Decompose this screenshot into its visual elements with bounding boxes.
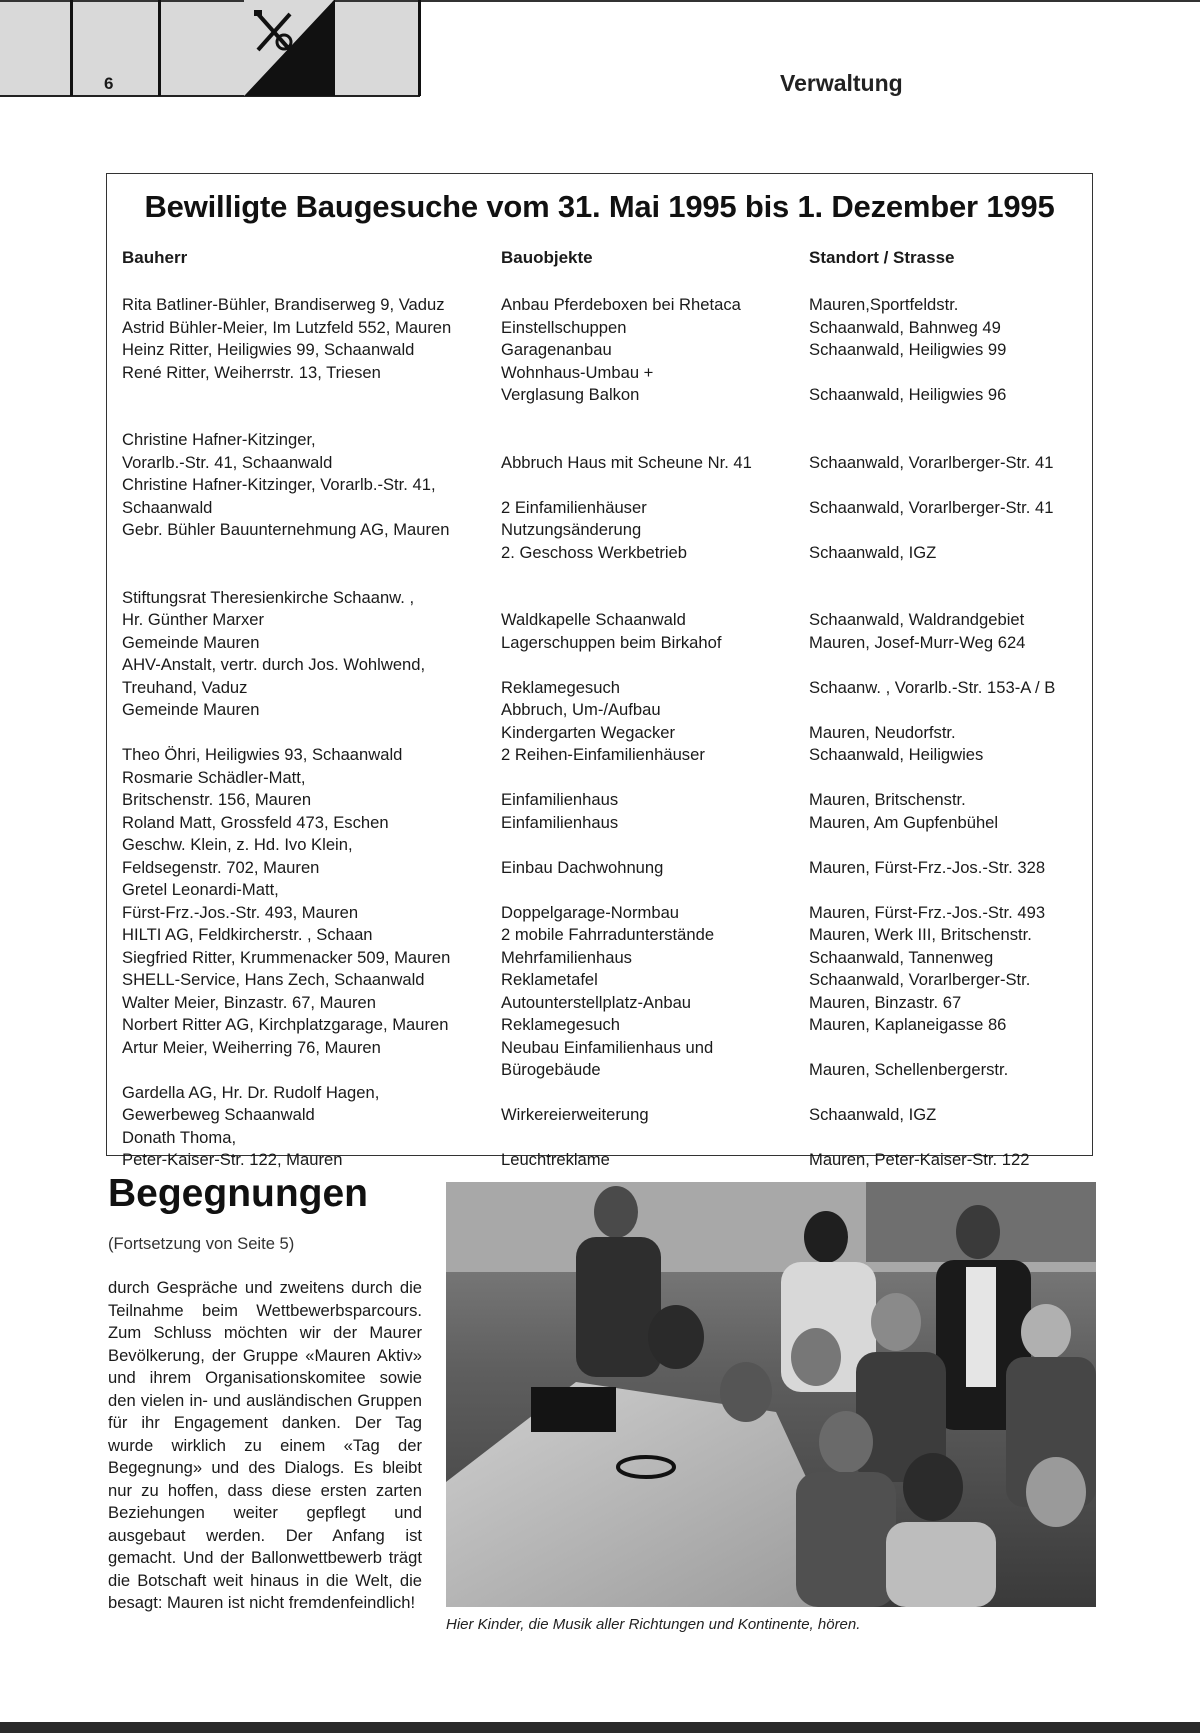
permit-bauherr: SHELL-Service, Hans Zech, Schaanwald [122,970,425,989]
permit-bauobjekt: Waldkapelle Schaanwald [501,610,686,629]
permit-bauobjekt: Neubau Einfamilienhaus und [501,1037,714,1057]
header-gray-band [0,0,420,96]
permit-row [107,992,1092,1015]
permit-standort: Mauren, Binzastr. 67 [809,992,962,1012]
permit-row [107,609,1092,632]
permit-row [107,1127,1092,1150]
permit-bauherr: Heinz Ritter, Heiligwies 99, Schaanwald [122,340,415,359]
permit-row [107,857,1092,880]
permit-row [107,947,1092,970]
permit-bauobjekt: Lagerschuppen beim Birkahof [501,632,722,652]
permit-standort: Schaanwald, Waldrandgebiet [809,610,1025,629]
permit-row [107,969,1092,992]
permit-bauobjekt: Reklamegesuch [501,677,620,697]
permit-standort: Schaanwald, IGZ [809,542,937,562]
permit-row [107,1014,1092,1037]
permit-bauobjekt: 2. Geschoss Werkbetrieb [501,542,687,562]
permit-bauherr: Donath Thoma, [122,1127,237,1147]
photo-caption: Hier Kinder, die Musik aller Richtungen und Kontinente, hören. [446,1616,861,1633]
column-header-bauobjekte: Bauobjekte [501,248,593,267]
permit-bauherr: Stiftungsrat Theresienkirche Schaanw. , [122,587,415,607]
permit-bauobjekt: Einbau Dachwohnung [501,857,664,877]
permit-bauobjekt: 2 Reihen-Einfamilienhäuser [501,745,705,764]
permit-bauherr: Rosmarie Schädler-Matt, [122,767,306,787]
permit-bauherr: Astrid Bühler-Meier, Im Lutzfeld 552, Mauren [122,317,452,337]
permit-standort: Schaanwald, Heiligwies [809,745,984,764]
article-body: durch Gespräche und zweitens durch die Teilnahme beim Wettbewerbsparcours. Zum Schluss möchten wir der Maurer Bevölkerung, der Gruppe «Mauren Aktiv» und ihrem Organisationskomitee sowie den vielen in- und ausländischen Gruppen für ihr Engagement danken. Der Tag wurde wirklich zu einem «Tag der Begegnung» und des Dialogs. Es bleibt nur zu hoffen, dass diese ersten zarten Beziehungen weiter gepflegt und ausgebaut werden. Der Anfang ist gemacht. Und der Ballonwettbewerb trägt die Botschaft weit hinaus in die Welt, die besagt: Mauren ist nicht fremdenfeindlich! [108,1278,422,1612]
permit-row [107,677,1092,700]
permit-bauherr: Treuhand, Vaduz [122,677,248,697]
permit-row [107,542,1092,565]
permit-bauherr: Gemeinde Mauren [122,632,260,652]
permit-table-title: Bewilligte Baugesuche vom 31. Mai 1995 bis 1. Dezember 1995 [144,189,1055,224]
permit-bauobjekt: Nutzungsänderung [501,520,642,539]
permit-bauherr: Geschw. Klein, z. Hd. Ivo Klein, [122,835,353,854]
permit-standort: Schaanwald, Heiligwies 96 [809,385,1007,404]
permit-bauherr: Fürst-Frz.-Jos.-Str. 493, Mauren [122,902,359,922]
permit-standort: Schaanwald, Vorarlberger-Str. 41 [809,452,1054,472]
permit-bauherr: Christine Hafner-Kitzinger, [122,430,316,449]
permit-bauherr: Schaanwald [122,497,213,517]
permit-standort: Schaanw. , Vorarlb.-Str. 153-A / B [809,677,1056,697]
permit-row [107,317,1092,340]
permit-bauherr: Gretel Leonardi-Matt, [122,880,279,899]
permit-row [107,1037,1092,1060]
permit-bauobjekt: Kindergarten Wegacker [501,722,676,742]
children-listening-photo [446,1182,1096,1607]
permit-bauobjekt: Reklamegesuch [501,1015,620,1034]
permit-row [107,1104,1092,1127]
permit-row [107,834,1092,857]
permit-standort: Schaanwald, Tannenweg [809,947,994,967]
permit-row [107,654,1092,677]
crossed-tools-emblem-icon [244,0,334,96]
permit-bauherr: Gebr. Bühler Bauunternehmung AG, Mauren [122,520,450,539]
permit-row [107,789,1092,812]
permit-standort: Schaanwald, Bahnweg 49 [809,317,1001,337]
permit-row [107,519,1092,542]
permit-row [107,1082,1092,1105]
page-header [0,0,1200,100]
permit-bauherr: Feldsegenstr. 702, Mauren [122,857,320,877]
permit-bauobjekt: Garagenanbau [501,340,612,359]
permit-bauherr: Roland Matt, Grossfeld 473, Eschen [122,812,389,832]
permit-bauobjekt: Einfamilienhaus [501,812,619,832]
permit-row [107,452,1092,475]
permit-table-box [106,173,1093,1169]
permit-standort: Mauren, Kaplaneigasse 86 [809,1015,1007,1034]
permit-standort: Mauren,Sportfeldstr. [809,295,959,314]
permit-standort: Mauren, Schellenbergerstr. [809,1060,1009,1079]
permit-standort: Schaanwald, IGZ [809,1105,937,1124]
permit-bauobjekt: 2 Einfamilienhäuser [501,497,647,517]
permit-row [107,339,1092,362]
permit-bauherr: Gardella AG, Hr. Dr. Rudolf Hagen, [122,1082,380,1102]
permit-standort: Schaanwald, Vorarlberger-Str. [809,970,1031,989]
permit-row [107,879,1092,902]
permit-standort: Mauren, Fürst-Frz.-Jos.-Str. 328 [809,857,1046,877]
bottom-border [0,1722,1200,1733]
permit-bauobjekt: Verglasung Balkon [501,385,640,404]
permit-bauobjekt: Bürogebäude [501,1060,601,1079]
permit-standort: Mauren, Neudorfstr. [809,722,956,742]
permit-bauherr: Vorarlb.-Str. 41, Schaanwald [122,452,333,472]
permit-bauobjekt: Einstellschuppen [501,317,627,337]
permit-row [107,902,1092,925]
permit-bauherr: René Ritter, Weiherrstr. 13, Triesen [122,362,381,382]
permit-bauobjekt: Wirkereierweiterung [501,1105,649,1124]
permit-bauherr: Walter Meier, Binzastr. 67, Mauren [122,992,376,1012]
permit-bauherr: Christine Hafner-Kitzinger, Vorarlb.-Str. 41, [122,475,436,494]
permit-standort: Mauren, Am Gupfenbühel [809,812,999,832]
permit-standort: Mauren, Werk III, Britschenstr. [809,925,1032,944]
permit-bauherr: Norbert Ritter AG, Kirchplatzgarage, Mauren [122,1015,449,1034]
permit-bauobjekt: Abbruch Haus mit Scheune Nr. 41 [501,452,752,472]
permit-bauobjekt: Anbau Pferdeboxen bei Rhetaca [501,295,741,314]
article-subtitle: (Fortsetzung von Seite 5) [108,1234,295,1253]
permit-bauherr: Hr. Günther Marxer [122,610,265,629]
permit-standort: Schaanwald, Heiligwies 99 [809,340,1007,359]
header-top-rule [0,0,1200,2]
permit-row [107,1059,1092,1082]
page-number: 6 [104,74,114,93]
header-bottom-rule [0,95,420,97]
permit-row [107,632,1092,655]
permit-bauherr: Britschenstr. 156, Mauren [122,790,312,809]
permit-row [107,587,1092,610]
permit-row [107,812,1092,835]
permit-row [107,744,1092,767]
column-header-standort: Standort / Strasse [809,248,955,267]
header-divider [158,0,161,96]
permit-row [107,1149,1092,1172]
permit-bauobjekt: Mehrfamilienhaus [501,947,632,967]
permit-row [107,474,1092,497]
article-title: Begegnungen [108,1172,368,1215]
permit-row [107,362,1092,385]
permit-bauherr: Theo Öhri, Heiligwies 93, Schaanwald [122,745,403,764]
permit-bauherr: Gewerbeweg Schaanwald [122,1105,315,1124]
permit-row [107,767,1092,790]
section-title: Verwaltung [780,70,903,96]
permit-bauobjekt: Doppelgarage-Normbau [501,902,680,922]
permit-bauobjekt: Abbruch, Um-/Aufbau [501,700,661,719]
header-divider [418,0,421,96]
permit-bauherr: HILTI AG, Feldkircherstr. , Schaan [122,925,373,944]
permit-bauherr: Peter-Kaiser-Str. 122, Mauren [122,1150,343,1169]
permit-bauherr: AHV-Anstalt, vertr. durch Jos. Wohlwend, [122,655,426,674]
permit-bauobjekt: Einfamilienhaus [501,790,619,809]
permit-row [107,924,1092,947]
permit-bauobjekt: Reklametafel [501,970,598,989]
permit-standort: Mauren, Peter-Kaiser-Str. 122 [809,1150,1030,1169]
permit-standort: Mauren, Josef-Murr-Weg 624 [809,632,1026,652]
permit-row [107,429,1092,452]
permit-bauherr: Siegfried Ritter, Krummenacker 509, Mauren [122,947,451,967]
permit-row [107,294,1092,317]
permit-standort: Schaanwald, Vorarlberger-Str. 41 [809,497,1054,517]
permit-row [107,564,1092,587]
permit-bauherr: Gemeinde Mauren [122,700,260,719]
permit-row [107,384,1092,407]
permit-bauobjekt: Autounterstellplatz-Anbau [501,992,692,1012]
permit-row [107,407,1092,430]
header-divider [70,0,73,96]
column-header-bauherr: Bauherr [122,248,188,267]
permit-rows [107,294,1092,1172]
permit-standort: Mauren, Britschenstr. [809,790,966,809]
permit-row [107,497,1092,520]
permit-bauherr: Rita Batliner-Bühler, Brandiserweg 9, Vaduz [122,295,445,314]
permit-bauherr: Artur Meier, Weiherring 76, Mauren [122,1037,381,1057]
permit-bauobjekt: Wohnhaus-Umbau + [501,362,654,382]
permit-standort: Mauren, Fürst-Frz.-Jos.-Str. 493 [809,902,1046,922]
permit-bauobjekt: 2 mobile Fahrradunterstände [501,925,715,944]
permit-row [107,722,1092,745]
permit-bauobjekt: Leuchtreklame [501,1150,610,1169]
permit-row [107,699,1092,722]
